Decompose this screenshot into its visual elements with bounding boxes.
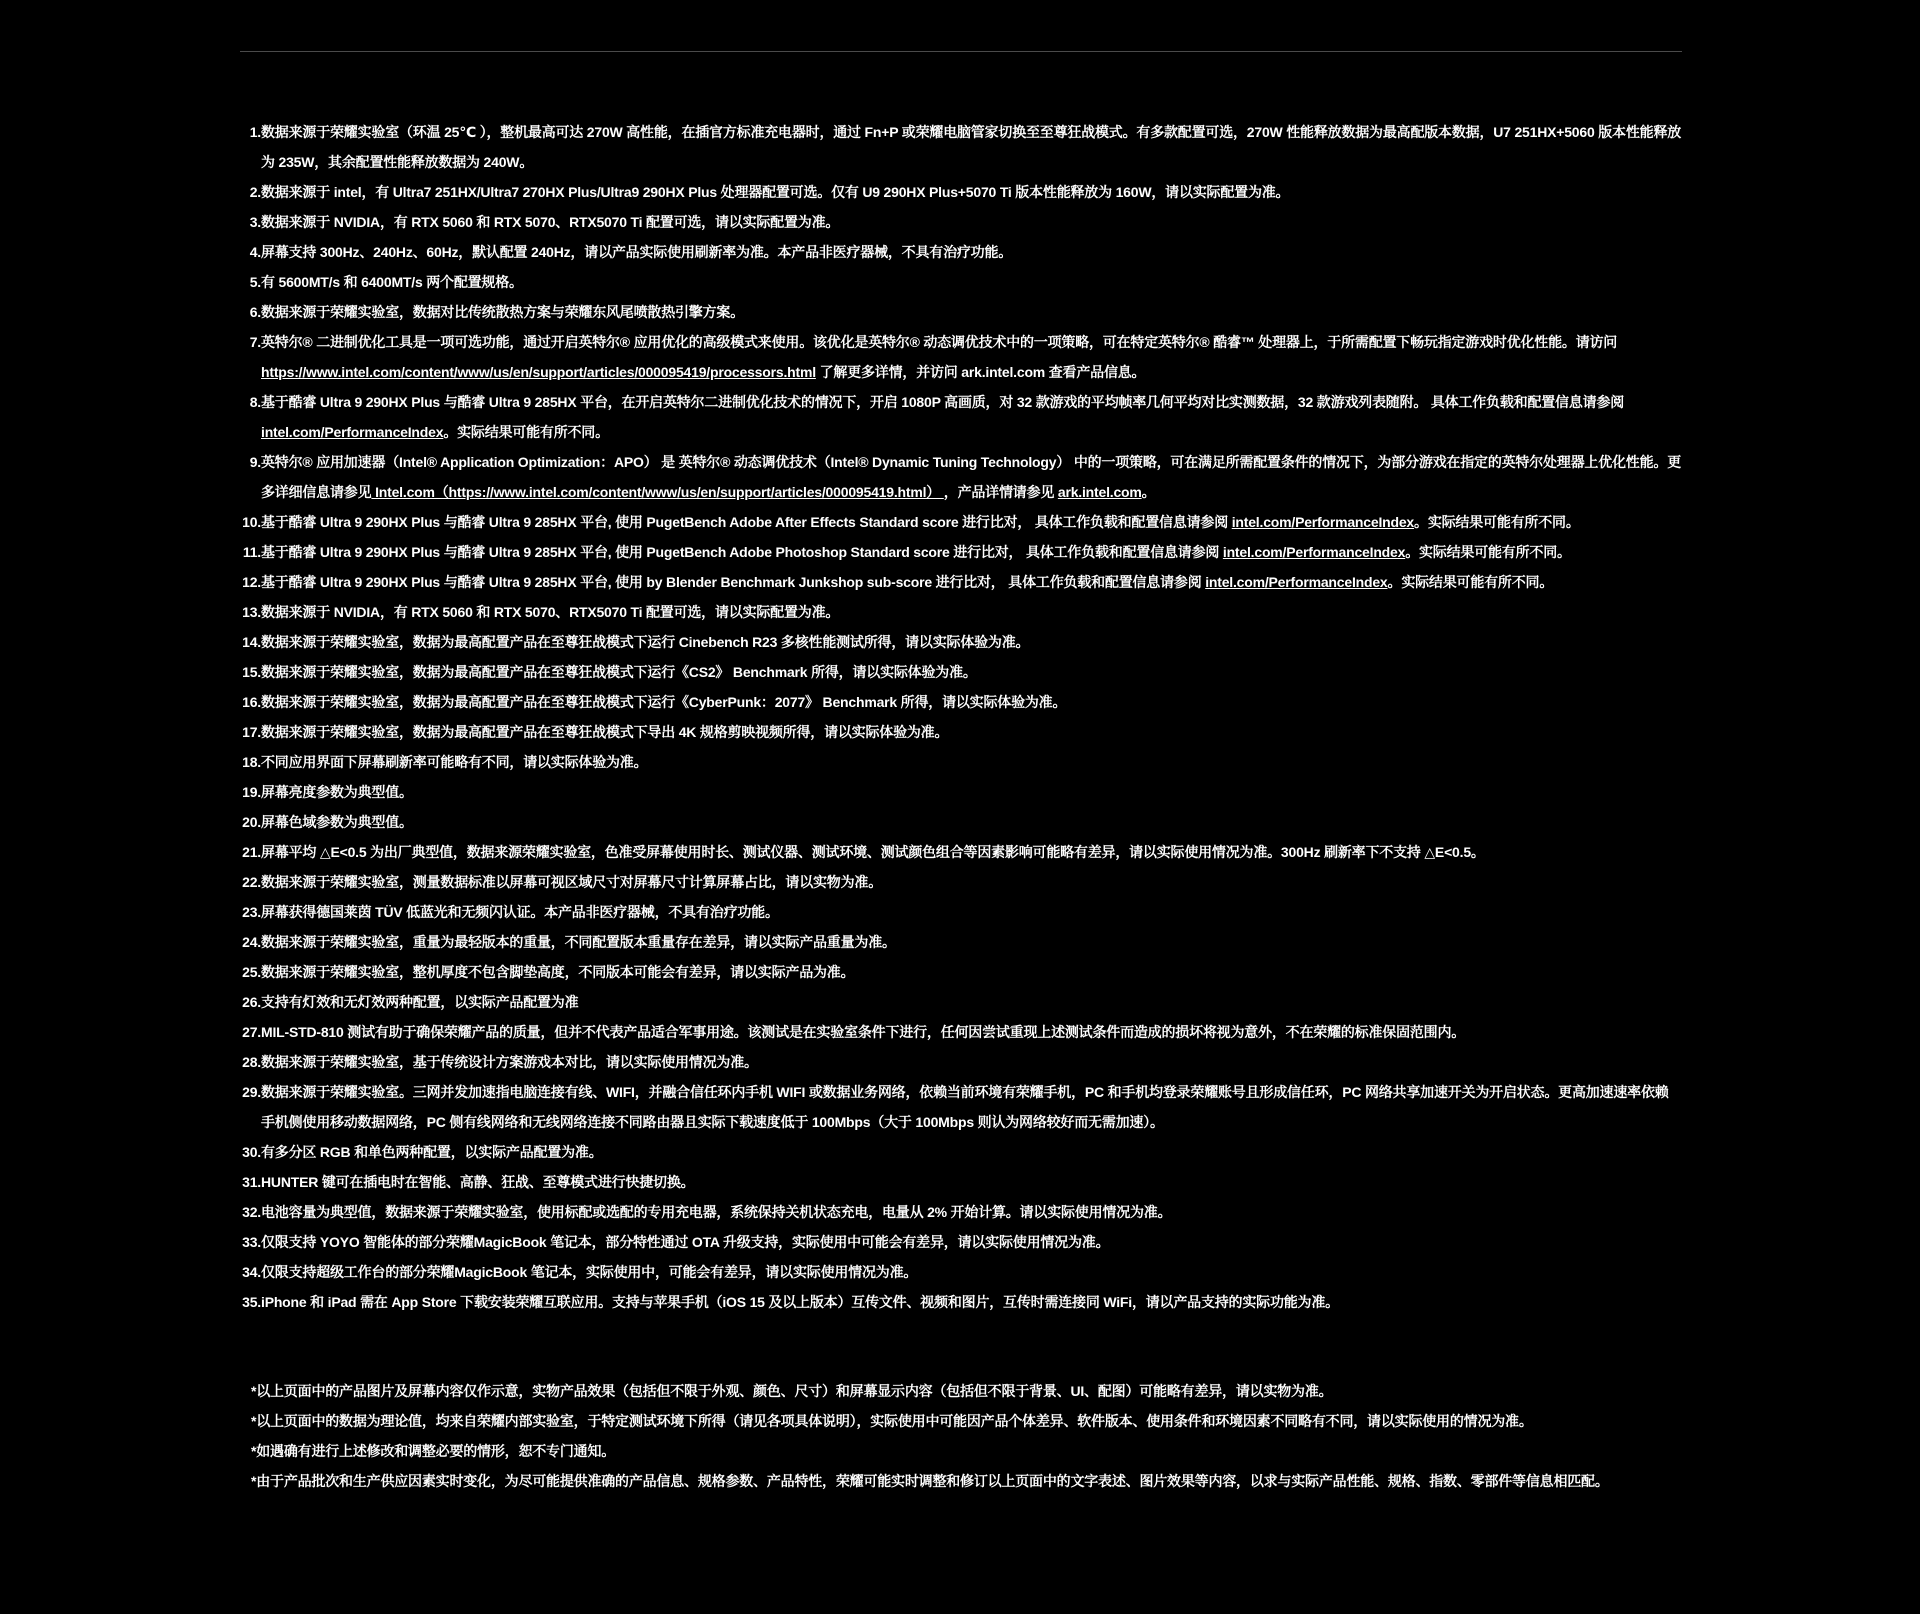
footnote-number: 2.	[249, 184, 261, 200]
footnote-text	[261, 777, 1682, 807]
footnote-text-segment: 不同应用界面下屏幕刷新率可能略有不同，请以实际体验为准。	[261, 754, 648, 770]
footnote-item	[240, 807, 1682, 837]
footnote-text-segment: 。实际结果可能有所不同。	[1387, 574, 1554, 590]
disclaimers-list	[251, 1376, 1681, 1496]
footnote-number: 12.	[242, 574, 261, 590]
footnote-item	[240, 657, 1682, 687]
footnote-item	[240, 957, 1682, 987]
footnote-text-segment: 数据来源于荣耀实验室，重量为最轻版本的重量，不同配置版本重量存在差异，请以实际产品重量为准。	[261, 934, 896, 950]
footnote-item	[240, 207, 1682, 237]
footnote-text-segment: 屏幕色域参数为典型值。	[261, 814, 413, 830]
footnote-number: 27.	[242, 1024, 261, 1040]
footnote-text-segment: 英特尔® 二进制优化工具是一项可选功能，通过开启英特尔® 应用优化的高级模式来使用。该优化是英特尔® 动态调优技术中的一项策略，可在特定英特尔® 酷睿™ 处理器上，于所需配置下畅玩指定游戏时优化性能。请访问	[261, 334, 1618, 350]
footnote-text-segment: 数据来源于荣耀实验室，数据对比传统散热方案与荣耀东风尾喷散热引擎方案。	[261, 304, 744, 320]
footnote-text-segment: 数据来源于荣耀实验室（环温 25℃ ），整机最高可达 270W 高性能，在插官方标准充电器时，通过 Fn+P 或荣耀电脑管家切换至至尊狂战模式。有多款配置可选，270W 性能释放数据为最高配版本数据，U7 251HX+5060 版本性能释放为 235W，其余配置性能释放数据为 240W。	[261, 124, 1682, 170]
footnote-text-segment: 数据来源于 intel，有 Ultra7 251HX/Ultra7 270HX Plus/Ultra9 290HX Plus 处理器配置可选。仅有 U9 290HX Plus+5070 Ti 版本性能释放为 160W，请以实际配置为准。	[261, 184, 1290, 200]
footnote-text	[261, 1047, 1682, 1077]
footnote-number: 5.	[249, 274, 261, 290]
footnote-link[interactable]: intel.com/PerformanceIndex	[1222, 544, 1406, 560]
footnote-text	[261, 1137, 1682, 1167]
footnote-number: 35.	[242, 1294, 261, 1310]
footnote-number: 19.	[242, 784, 261, 800]
footnote-text	[261, 327, 1682, 387]
footnotes-list	[240, 117, 1682, 1317]
footnote-text-segment: 屏幕支持 300Hz、240Hz、60Hz，默认配置 240Hz，请以产品实际使用刷新率为准。本产品非医疗器械，不具有治疗功能。	[261, 244, 1013, 260]
footnote-number: 33.	[242, 1234, 261, 1250]
footnote-text	[261, 1077, 1682, 1137]
footnote-text	[261, 447, 1682, 507]
footnote-item	[240, 717, 1682, 747]
footnote-item	[240, 837, 1682, 867]
footnote-item	[240, 1077, 1682, 1137]
footnote-item	[240, 537, 1682, 567]
footnote-text-segment: 屏幕平均 △E<0.5 为出厂典型值，数据来源荣耀实验室，色准受屏幕使用时长、测试仪器、测试环境、测试颜色组合等因素影响可能略有差异，请以实际使用情况为准。300Hz 刷新率下不支持 △E<0.5。	[261, 844, 1485, 860]
footnote-text-segment: 。	[1141, 484, 1156, 500]
footnote-text	[261, 207, 1682, 237]
footnote-number: 18.	[242, 754, 261, 770]
top-divider	[240, 51, 1682, 52]
disclaimer-line: *以上页面中的产品图片及屏幕内容仅作示意，实物产品效果（包括但不限于外观、颜色、尺寸）和屏幕显示内容（包括但不限于背景、UI、配图）可能略有差异，请以实物为准。	[251, 1383, 1333, 1399]
footnote-item	[240, 777, 1682, 807]
footnote-text	[261, 1197, 1682, 1227]
footnote-text	[261, 117, 1682, 177]
footnote-text	[261, 537, 1682, 567]
footnote-text-segment: 。实际结果可能有所不同。	[443, 424, 609, 440]
footnote-text-segment: 数据来源于荣耀实验室。三网并发加速指电脑连接有线、WIFI，并融合信任环内手机 WIFI 或数据业务网络，依赖当前环境有荣耀手机，PC 和手机均登录荣耀账号且形成信任环，PC 网络共享加速开关为开启状态。更高加速速率依赖手机侧使用移动数据网络，PC 侧有线网络和无线网络连接不同路由器且实际下载速度低于 100Mbps（大于 100Mbps 则认为网络较好而无需加速）。	[261, 1084, 1669, 1130]
footnote-item	[240, 867, 1682, 897]
footnote-text	[261, 1167, 1682, 1197]
footnote-text	[261, 1227, 1682, 1257]
footnote-item	[240, 297, 1682, 327]
footnote-text-segment: 数据来源于 NVIDIA，有 RTX 5060 和 RTX 5070、RTX5070 Ti 配置可选，请以实际配置为准。	[261, 214, 840, 230]
footnote-item	[240, 387, 1682, 447]
footnote-item	[240, 447, 1682, 507]
footnote-number: 30.	[242, 1144, 261, 1160]
footnote-item	[240, 897, 1682, 927]
footnote-text	[261, 237, 1682, 267]
disclaimer-line: *以上页面中的数据为理论值，均来自荣耀内部实验室，于特定测试环境下所得（请见各项具体说明），实际使用中可能因产品个体差异、软件版本、使用条件和环境因素不同略有不同，请以实际使用的情况为准。	[251, 1413, 1533, 1429]
footnote-text-segment: 数据来源于荣耀实验室，测量数据标准以屏幕可视区域尺寸对屏幕尺寸计算屏幕占比，请以实物为准。	[261, 874, 882, 890]
footnote-text-segment: 仅限支持 YOYO 智能体的部分荣耀MagicBook 笔记本，部分特性通过 OTA 升级支持，实际使用中可能会有差异，请以实际使用情况为准。	[261, 1234, 1110, 1250]
footnote-item	[240, 1227, 1682, 1257]
footnote-text	[261, 807, 1682, 837]
footnote-item	[240, 1167, 1682, 1197]
footnote-link[interactable]: intel.com/PerformanceIndex	[1231, 514, 1415, 530]
footnote-link[interactable]: https://www.intel.com/content/www/us/en/support/articles/000095419/processors.html	[261, 364, 816, 380]
footnote-text	[261, 747, 1682, 777]
footnote-text	[261, 927, 1682, 957]
footnote-text	[261, 1017, 1682, 1047]
footnote-text-segment: 基于酷睿 Ultra 9 290HX Plus 与酷睿 Ultra 9 285HX 平台，在开启英特尔二进制优化技术的情况下，开启 1080P 高画质，对 32 款游戏的平均帧率几何平均对比实测数据，32 款游戏列表随附。 具体工作负载和配置信息请参阅	[261, 394, 1625, 410]
footnote-number: 24.	[242, 934, 261, 950]
footnote-number: 32.	[242, 1204, 261, 1220]
footnote-text-segment: 英特尔® 应用加速器（Intel® Application Optimization：APO） 是 英特尔® 动态调优技术（Intel® Dynamic Tuning Technology） 中的一项策略，可在满足所需配置条件的情况下，为部分游戏在指定的英特尔处理器上优化性能。更多详细信息请参见	[261, 454, 1682, 500]
footnote-text	[261, 507, 1682, 537]
footnote-text	[261, 1257, 1682, 1287]
footnote-text-segment: 有多分区 RGB 和单色两种配置，以实际产品配置为准。	[261, 1144, 603, 1160]
footnote-number: 4.	[249, 244, 261, 260]
footnote-number: 11.	[242, 544, 261, 560]
footnote-text-segment: 基于酷睿 Ultra 9 290HX Plus 与酷睿 Ultra 9 285HX 平台, 使用 by Blender Benchmark Junkshop sub-score 进行比对， 具体工作负载和配置信息请参阅	[261, 574, 1206, 590]
footnote-number: 23.	[242, 904, 261, 920]
footnote-number: 8.	[249, 394, 261, 410]
footnote-number: 13.	[242, 604, 261, 620]
footnote-item	[240, 267, 1682, 297]
footnote-number: 14.	[242, 634, 261, 650]
footnote-number: 17.	[242, 724, 261, 740]
footnote-text	[261, 867, 1682, 897]
footnote-number: 3.	[249, 214, 261, 230]
footnote-item	[240, 747, 1682, 777]
footnote-text-segment: 电池容量为典型值，数据来源于荣耀实验室，使用标配或选配的专用充电器，系统保持关机状态充电，电量从 2% 开始计算。请以实际使用情况为准。	[261, 1204, 1172, 1220]
footnote-number: 7.	[249, 334, 261, 350]
footnote-number: 34.	[242, 1264, 261, 1280]
footnote-number: 16.	[242, 694, 261, 710]
footnote-number: 26.	[242, 994, 261, 1010]
footnote-item	[240, 687, 1682, 717]
footnote-number: 20.	[242, 814, 261, 830]
footnote-text-segment: 。实际结果可能有所不同。	[1405, 544, 1571, 560]
footnote-item	[240, 927, 1682, 957]
footnote-text	[261, 267, 1682, 297]
footnote-link[interactable]: intel.com/PerformanceIndex	[1205, 574, 1388, 590]
footnote-item	[240, 1137, 1682, 1167]
footnote-text	[261, 957, 1682, 987]
footnote-text-segment: 数据来源于荣耀实验室，数据为最高配置产品在至尊狂战模式下运行《CyberPunk：2077》 Benchmark 所得，请以实际体验为准。	[261, 694, 1067, 710]
footnote-link[interactable]: Intel.com（https://www.intel.com/content/www/us/en/support/articles/000095419.html）	[371, 484, 944, 500]
footnote-number: 29.	[242, 1084, 261, 1100]
footnote-text-segment: 数据来源于荣耀实验室，整机厚度不包含脚垫高度，不同版本可能会有差异，请以实际产品为准。	[261, 964, 855, 980]
footnote-text-segment: 数据来源于荣耀实验室，数据为最高配置产品在至尊狂战模式下运行《CS2》 Benchmark 所得，请以实际体验为准。	[261, 664, 977, 680]
footnote-number: 10.	[242, 514, 261, 530]
footnote-link[interactable]: ark.intel.com	[1057, 484, 1142, 500]
footnote-item	[240, 117, 1682, 177]
footnote-text-segment: 仅限支持超级工作台的部分荣耀MagicBook 笔记本，实际使用中，可能会有差异，请以实际使用情况为准。	[261, 1264, 918, 1280]
footnote-text-segment: 有 5600MT/s 和 6400MT/s 两个配置规格。	[261, 274, 523, 290]
footnote-number: 28.	[242, 1054, 261, 1070]
footnote-link[interactable]: intel.com/PerformanceIndex	[261, 424, 444, 440]
footnote-item	[240, 327, 1682, 387]
footnote-text-segment: HUNTER 键可在插电时在智能、高静、狂战、至尊模式进行快捷切换。	[261, 1174, 695, 1190]
footnote-text	[261, 1287, 1682, 1317]
footnote-text	[261, 567, 1682, 597]
footnote-text	[261, 657, 1682, 687]
footnote-text-segment: 基于酷睿 Ultra 9 290HX Plus 与酷睿 Ultra 9 285HX 平台, 使用 PugetBench Adobe After Effects Standard score 进行比对， 具体工作负载和配置信息请参阅	[261, 514, 1232, 530]
footnote-item	[240, 1197, 1682, 1227]
footnote-text	[261, 177, 1682, 207]
footnote-text	[261, 987, 1682, 1017]
footnote-text-segment: 屏幕获得德国莱茵 TÜV 低蓝光和无频闪认证。本产品非医疗器械，不具有治疗功能。	[261, 904, 779, 920]
footnote-number: 25.	[242, 964, 261, 980]
footnote-text	[261, 687, 1682, 717]
footnote-number: 6.	[249, 304, 261, 320]
footnote-text	[261, 627, 1682, 657]
footnote-number: 15.	[242, 664, 261, 680]
footnote-item	[240, 237, 1682, 267]
footnote-text-segment: 数据来源于荣耀实验室，基于传统设计方案游戏本对比，请以实际使用情况为准。	[261, 1054, 758, 1070]
footnote-item	[240, 507, 1682, 537]
footnote-text	[261, 387, 1682, 447]
footnote-item	[240, 177, 1682, 207]
footnote-text	[261, 717, 1682, 747]
footnote-number: 21.	[242, 844, 261, 860]
footnote-number: 22.	[242, 874, 261, 890]
footnote-text	[261, 897, 1682, 927]
footnote-text-segment: 数据来源于荣耀实验室，数据为最高配置产品在至尊狂战模式下导出 4K 规格剪映视频所得，请以实际体验为准。	[261, 724, 949, 740]
disclaimer-line: *由于产品批次和生产供应因素实时变化，为尽可能提供准确的产品信息、规格参数、产品特性，荣耀可能实时调整和修订以上页面中的文字表述、图片效果等内容，以求与实际产品性能、规格、指数、零部件等信息相匹配。	[251, 1473, 1609, 1489]
footnote-text	[261, 597, 1682, 627]
footnote-number: 31.	[242, 1174, 261, 1190]
footnote-text-segment: 基于酷睿 Ultra 9 290HX Plus 与酷睿 Ultra 9 285HX 平台, 使用 PugetBench Adobe Photoshop Standard score 进行比对， 具体工作负载和配置信息请参阅	[261, 544, 1223, 560]
footnote-text-segment: MIL-STD-810 测试有助于确保荣耀产品的质量，但并不代表产品适合军事用途。该测试是在实验室条件下进行，任何因尝试重现上述测试条件而造成的损坏将视为意外，不在荣耀的标准保固范围内。	[261, 1024, 1466, 1040]
footnote-text-segment: iPhone 和 iPad 需在 App Store 下载安装荣耀互联应用。支持与苹果手机（iOS 15 及以上版本）互传文件、视频和图片，互传时需连接同 WiFi，请以产品支持的实际功能为准。	[261, 1294, 1339, 1310]
footnote-text	[261, 837, 1682, 867]
footnote-item	[240, 1047, 1682, 1077]
footnote-number: 1.	[249, 124, 261, 140]
footnote-text-segment: ，产品详情请参见	[943, 484, 1058, 500]
footnote-text-segment: 数据来源于荣耀实验室，数据为最高配置产品在至尊狂战模式下运行 Cinebench R23 多核性能测试所得，请以实际体验为准。	[261, 634, 1030, 650]
footnote-number: 9.	[249, 454, 261, 470]
footnote-item	[240, 987, 1682, 1017]
footnote-text-segment: 。实际结果可能有所不同。	[1414, 514, 1580, 530]
footnote-text-segment: 屏幕亮度参数为典型值。	[261, 784, 413, 800]
footnote-item	[240, 597, 1682, 627]
footnote-text-segment: 了解更多详情，并访问 ark.intel.com 查看产品信息。	[815, 364, 1146, 380]
footnote-text-segment: 支持有灯效和无灯效两种配置，以实际产品配置为准	[261, 994, 579, 1010]
footnote-item	[240, 1017, 1682, 1047]
disclaimer-line: *如遇确有进行上述修改和调整必要的情形，恕不专门通知。	[251, 1443, 616, 1459]
footnote-item	[240, 567, 1682, 597]
footnote-text	[261, 297, 1682, 327]
footnote-item	[240, 1257, 1682, 1287]
footnote-item	[240, 1287, 1682, 1317]
footnote-text-segment: 数据来源于 NVIDIA，有 RTX 5060 和 RTX 5070、RTX5070 Ti 配置可选，请以实际配置为准。	[261, 604, 840, 620]
footnote-item	[240, 627, 1682, 657]
